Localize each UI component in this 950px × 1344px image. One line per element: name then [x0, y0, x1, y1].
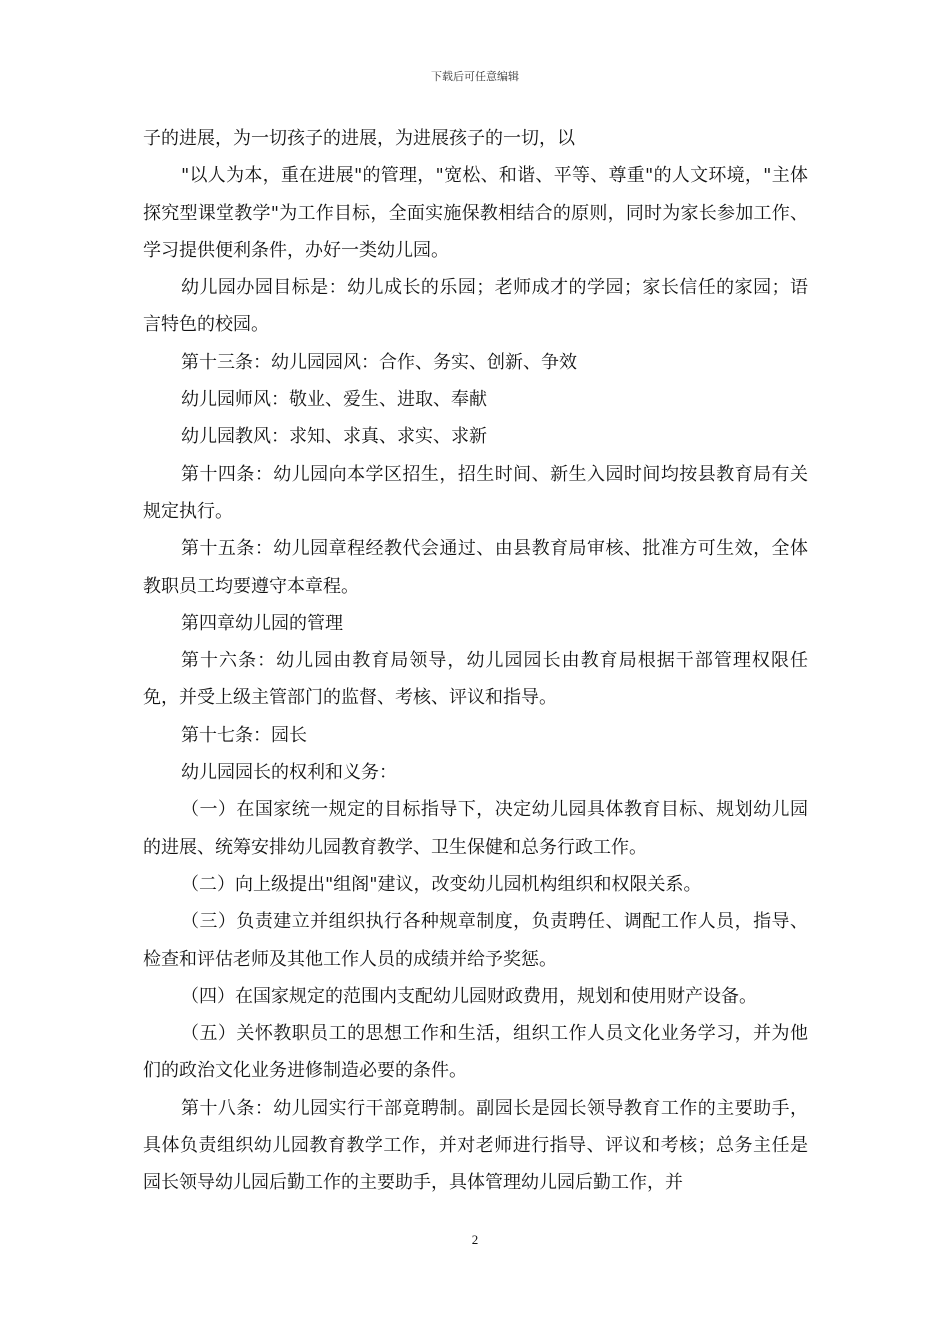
paragraph-15: （三）负责建立并组织执行各种规章制度，负责聘任、调配工作人员，指导、检查和评估老师及其他工作人员的成绩并给予奖惩。 — [143, 911, 808, 970]
paragraph-1: 子的进展，为一切孩子的进展，为进展孩子的一切，以 — [143, 128, 575, 149]
paragraph-2: "以人为本，重在进展"的管理，"宽松、和谐、平等、尊重"的人文环境，"主体探究型课堂教学"为工作目标，全面实施保教相结合的原则，同时为家长参加工作、学习提供便利条件，办好一类幼儿园。 — [143, 165, 808, 261]
paragraph-13: （一）在国家统一规定的目标指导下，决定幼儿园具体教育目标、规划幼儿园的进展、统筹安排幼儿园教育教学、卫生保健和总务行政工作。 — [143, 799, 808, 858]
paragraph-11: 第十七条：园长 — [181, 724, 307, 746]
document-body — [143, 120, 808, 1202]
paragraph-4: 第十三条：幼儿园园风：合作、务实、创新、争效 — [181, 351, 577, 373]
paragraph-5: 幼儿园师风：敬业、爱生、进取、奉献 — [181, 389, 487, 411]
paragraph-14: （二）向上级提出"组阁"建议，改变幼儿园机构组织和权限关系。 — [181, 873, 702, 895]
page-number: 2 — [471, 1232, 479, 1247]
paragraph-16: （四）在国家规定的范围内支配幼儿园财政费用，规划和使用财产设备。 — [181, 985, 757, 1007]
chapter-heading: 第四章幼儿园的管理 — [181, 612, 343, 634]
paragraph-7: 第十四条：幼儿园向本学区招生，招生时间、新生入园时间均按县教育局有关规定执行。 — [143, 463, 808, 522]
paragraph-12: 幼儿园园长的权利和义务： — [181, 762, 397, 784]
page-header-note: 下载后可任意编辑 — [431, 70, 519, 83]
paragraph-10: 第十六条：幼儿园由教育局领导，幼儿园园长由教育局根据干部管理权限任免，并受上级主管部门的监督、考核、评议和指导。 — [143, 650, 808, 709]
paragraph-3: 幼儿园办园目标是：幼儿成长的乐园；老师成才的学园；家长信任的家园；语言特色的校园。 — [143, 277, 808, 336]
paragraph-8: 第十五条：幼儿园章程经教代会通过、由县教育局审核、批准方可生效，全体教职员工均要遵守本章程。 — [143, 538, 808, 597]
paragraph-17: （五）关怀教职员工的思想工作和生活，组织工作人员文化业务学习，并为他们的政治文化业务进修制造必要的条件。 — [143, 1023, 808, 1082]
paragraph-6: 幼儿园教风：求知、求真、求实、求新 — [181, 426, 487, 448]
paragraph-18: 第十八条：幼儿园实行干部竟聘制。副园长是园长领导教育工作的主要助手，具体负责组织幼儿园教育教学工作，并对老师进行指导、评议和考核；总务主任是园长领导幼儿园后勤工作的主要助手，具体管理幼儿园后勤工作，并 — [143, 1097, 808, 1194]
